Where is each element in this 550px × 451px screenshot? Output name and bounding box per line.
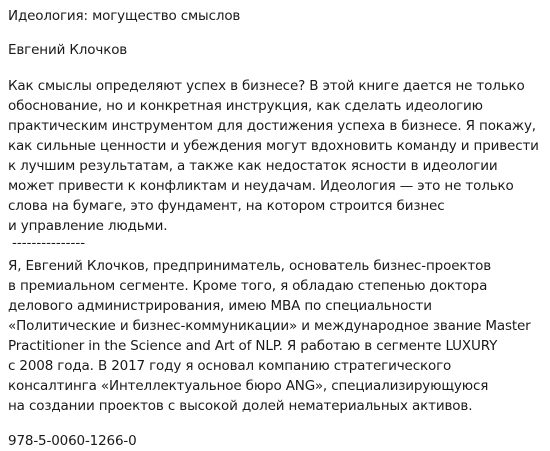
- description-line: практическим инструментом для достижения успеха в бизнесе. Я покажу,: [8, 118, 536, 134]
- description-line: как сильные ценности и убеждения могут вдохновить команду и привести: [8, 138, 539, 154]
- isbn-number: 978-5-0060-1266-0: [8, 433, 137, 449]
- description-line: Как смыслы определяют успех в бизнесе? В этой книге дается не только: [8, 78, 525, 94]
- bio-line: на создании проектов с высокой долей нематериальных активов.: [8, 398, 473, 414]
- description-line: обоснование, но и конкретная инструкция, как сделать идеологию: [8, 98, 483, 114]
- bio-line: Я, Евгений Клочков, предприниматель, основатель бизнес-проектов: [8, 258, 492, 274]
- description-line: и управление людьми.: [8, 218, 168, 234]
- section-separator: ---------------: [12, 235, 86, 251]
- bio-line: делового администрирования, имею MBA по специальности: [8, 298, 432, 314]
- bio-line: в премиальном сегменте. Кроме того, я обладаю степенью доктора: [8, 278, 488, 294]
- bio-line: с 2008 года. В 2017 году я основал компанию стратегического: [8, 358, 452, 374]
- bio-line: «Политические и бизнес-коммуникации» и международное звание Master: [8, 318, 531, 334]
- description-line: слова на бумаге, это фундамент, на котором строится бизнес: [8, 198, 445, 214]
- bio-line: Practitioner in the Science and Art of NLP. Я работаю в сегменте LUXURY: [8, 338, 498, 354]
- document-body: [8, 6, 544, 451]
- book-author: Евгений Клочков: [8, 42, 128, 58]
- description-line: может привести к конфликтам и неудачам. Идеология — это не только: [8, 178, 514, 194]
- book-description: [8, 76, 544, 236]
- bio-line: консалтинга «Интеллектуальное бюро ANG», специализирующуюся: [8, 378, 489, 394]
- description-line: к лучшим результатам, а также как недостаток ясности в идеологии: [8, 158, 498, 174]
- author-bio: [8, 256, 544, 416]
- book-title: Идеология: могущество смыслов: [8, 8, 241, 24]
